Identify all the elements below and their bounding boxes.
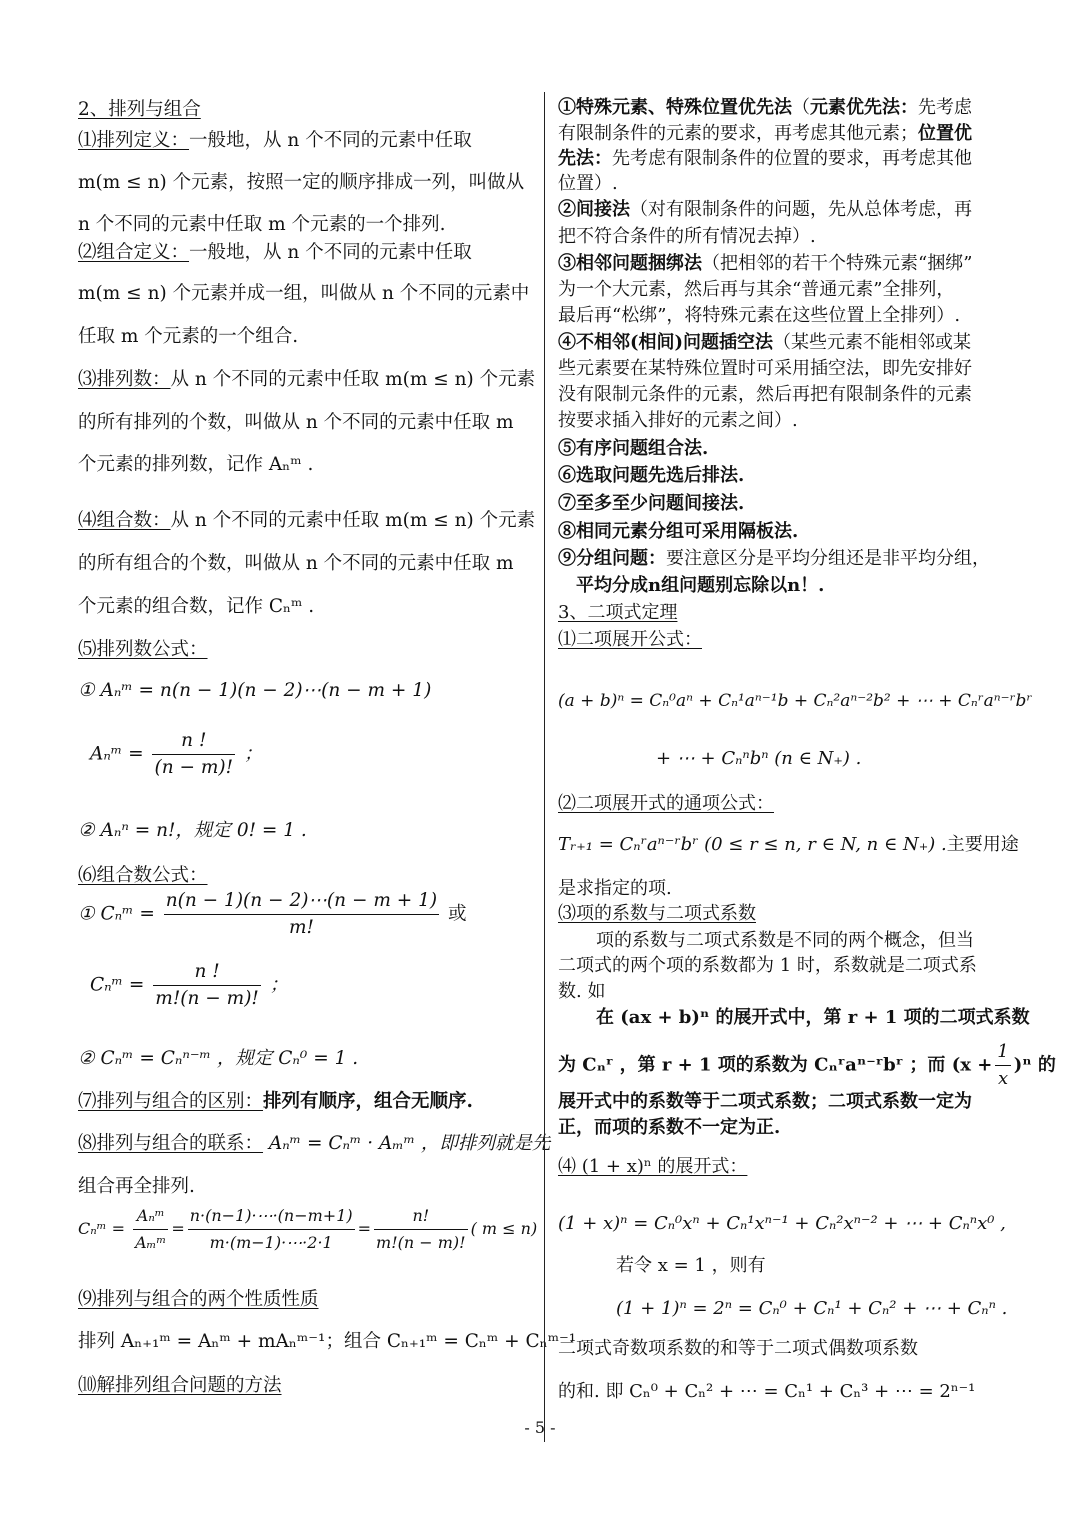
method2-line2: 把不符合条件的所有情况去掉）.	[558, 226, 816, 247]
comb-fraction-2: $\frac{n !}{m!(n - m)!}$	[155, 961, 259, 1009]
binomial-expansion-line1: (a + b)ⁿ = Cₙ⁰aⁿ + Cₙ¹aⁿ⁻¹b + Cₙ²aⁿ⁻²b² + ⋯ + Cₙʳaⁿ⁻ʳbʳ	[558, 691, 1033, 711]
relation-fraction-1: $\frac{\text{Aₙᵐ}}{\text{Aₘᵐ}}$	[135, 1206, 167, 1252]
coefficients-line6: 展开式中的系数等于二项式系数；二项式系数一定为	[558, 1091, 972, 1112]
def1-line3: n 个不同的元素中任取 m 个元素的一个排列.	[78, 214, 446, 235]
method3-line3: 最后再“松绑”，将特殊元素在这些位置上全排列）.	[558, 305, 961, 326]
def4-line2: 的所有组合的个数，叫做从 n 个不同的元素中任取 m	[78, 553, 514, 574]
method1-line2: 有限制条件的元素的要求，再考虑其他元素；位置优	[558, 123, 972, 144]
method9-line2: 平均分成n组问题别忘除以n！.	[576, 575, 825, 596]
perm-comb-relation-equation: Cₙᵐ = $\frac{\text{Aₙᵐ}}{\text{Aₘᵐ}}$ = $\frac{n\cdot(n-1)\cdot\cdots\cdot(n-m+1)}{m\cdot(m-1)\cdot\cdots\cdot 2\cdot 1}$ = $\frac{n!}{m!(n - m)!}$ ( m ≤ n)	[78, 1204, 537, 1255]
perm-formula-1: ① Aₙᵐ = n(n − 1)(n − 2)⋯(n − m + 1)	[78, 680, 432, 701]
one-over-x-fraction: $\frac{1}{x}$	[997, 1041, 1009, 1089]
odd-even-coefficients-line1: 二项式奇数项系数的和等于二项式偶数项系数	[558, 1338, 918, 1359]
method4-line3: 没有限制元条件的元素，然后再把有限制条件的元素	[558, 384, 972, 405]
method4-line4: 按要求插入排好的元素之间）.	[558, 410, 798, 431]
section-title-binomial: 3、二项式定理	[558, 602, 678, 623]
method6: ⑥选取问题先选后排法.	[558, 465, 745, 486]
coefficients-label: ⑶项的系数与二项式系数	[558, 903, 756, 924]
method1-line4: 位置）.	[558, 173, 618, 194]
coefficients-line3: 数. 如	[558, 981, 606, 1002]
one-plus-x-expansion: (1 + x)ⁿ = Cₙ⁰xⁿ + Cₙ¹xⁿ⁻¹ + Cₙ²xⁿ⁻² + ⋯ + Cₙⁿx⁰ ,	[558, 1213, 1006, 1234]
coefficients-line1: 项的系数与二项式系数是不同的两个概念，但当	[596, 930, 974, 951]
method5: ⑤有序问题组合法.	[558, 438, 709, 459]
general-term-line1: Tᵣ₊₁ = Cₙʳaⁿ⁻ʳbʳ (0 ≤ r ≤ n, r ∈ N, n ∈ N₊) .主要用途	[558, 834, 1019, 855]
perm-comb-difference: ⑺排列与组合的区别：排列有顺序，组合无顺序.	[78, 1091, 473, 1112]
methods-label: ⑽解排列组合问题的方法	[78, 1375, 282, 1396]
method1-line3: 先法：先考虑有限制条件的位置的要求，再考虑其他	[558, 148, 972, 169]
perm-formula-1b: Aₙᵐ = $\frac{n !}{(n - m)!}$ ；	[90, 730, 263, 778]
method9-line1: ⑨分组问题：要注意区分是平均分组还是非平均分组，	[558, 548, 990, 569]
coefficients-line7: 正，而项的系数不一定为正.	[558, 1117, 781, 1138]
general-term-line2: 是求指定的项.	[558, 878, 672, 899]
perm-fraction: $\frac{n !}{(n - m)!}$	[154, 730, 234, 778]
comb-formula-2: ② Cₙᵐ = Cₙⁿ⁻ᵐ ，规定 Cₙ⁰ = 1 .	[78, 1048, 359, 1069]
def3-line1: ⑶排列数：从 n 个不同的元素中任取 m(m ≤ n) 个元素	[78, 369, 536, 390]
def2-line3: 任取 m 个元素的一个组合.	[78, 326, 299, 347]
perm-comb-relation-line1: ⑻排列与组合的联系： Aₙᵐ = Cₙᵐ · Aₘᵐ ，即排列就是先	[78, 1133, 551, 1154]
relation-fraction-2: $\frac{n\cdot(n-1)\cdot\cdots\cdot(n-m+1)}{m\cdot(m-1)\cdot\cdots\cdot 2\cdot 1}$	[189, 1206, 353, 1252]
odd-even-coefficients-line2: 的和. 即 Cₙ⁰ + Cₙ² + ⋯ = Cₙ¹ + Cₙ³ + ⋯ = 2ⁿ⁻¹	[558, 1381, 976, 1402]
def1-line1: ⑴排列定义：一般地，从 n 个不同的元素中任取	[78, 130, 472, 151]
one-plus-x-sum: (1 + 1)ⁿ = 2ⁿ = Cₙ⁰ + Cₙ¹ + Cₙ² + ⋯ + Cₙⁿ .	[616, 1298, 1008, 1319]
binomial-expansion-line2: + ⋯ + Cₙⁿbⁿ (n ∈ N₊) .	[656, 748, 862, 769]
one-plus-x-let: 若令 x = 1 ，则有	[616, 1255, 766, 1276]
perm-formula-2: ② Aₙⁿ = n!，规定 0! = 1 .	[78, 820, 307, 841]
method7: ⑦至多至少问题间接法.	[558, 493, 745, 514]
coefficients-line4: 在 (ax + b)ⁿ 的展开式中，第 r + 1 项的二项式系数	[596, 1007, 1030, 1028]
comb-formula-1: ① Cₙᵐ = $\frac{n(n - 1)(n - 2)\cdots(n - m + 1)}{m!}$ 或	[78, 890, 467, 938]
perm-formula-label: ⑸排列数公式：	[78, 639, 208, 660]
def1-line2: m(m ≤ n) 个元素，按照一定的顺序排成一列，叫做从	[78, 172, 525, 193]
def2-line1: ⑵组合定义：一般地，从 n 个不同的元素中任取	[78, 242, 472, 263]
coefficients-line2: 二项式的两个项的系数都为 1 时，系数就是二项式系	[558, 955, 977, 976]
perm-comb-relation-line2: 组合再全排列.	[78, 1176, 195, 1197]
relation-fraction-3: $\frac{n!}{m!(n - m)!}$	[376, 1206, 466, 1252]
def4-line1: ⑷组合数：从 n 个不同的元素中任取 m(m ≤ n) 个元素	[78, 510, 536, 531]
column-divider	[544, 92, 545, 1442]
two-properties-formula: 排列 Aₙ₊₁ᵐ = Aₙᵐ + mAₙᵐ⁻¹；组合 Cₙ₊₁ᵐ = Cₙᵐ + Cₙᵐ⁻¹ .	[78, 1331, 588, 1352]
def2-line2: m(m ≤ n) 个元素并成一组，叫做从 n 个不同的元素中	[78, 283, 530, 304]
coefficients-line5: 为 Cₙʳ ，第 r + 1 项的系数为 Cₙʳaⁿ⁻ʳbʳ ；而 (x + $\frac{1}{x}$ )ⁿ 的	[558, 1041, 1056, 1089]
comb-fraction-1: $\frac{n(n - 1)(n - 2)\cdots(n - m + 1)}{m!}$	[165, 890, 438, 938]
method2-line1: ②间接法（对有限制条件的问题，先从总体考虑，再	[558, 199, 972, 220]
method8: ⑧相同元素分组可采用隔板法.	[558, 521, 799, 542]
comb-formula-label: ⑹组合数公式：	[78, 865, 208, 886]
method4-line1: ④不相邻(相间)问题插空法（某些元素不能相邻或某	[558, 332, 972, 353]
def4-line3: 个元素的组合数，记作 Cₙᵐ .	[78, 596, 315, 617]
method1-line1: ①特殊元素、特殊位置优先法（元素优先法：先考虑	[558, 97, 972, 118]
general-term-label: ⑵二项展开式的通项公式：	[558, 793, 774, 814]
def3-line3: 个元素的排列数，记作 Aₙᵐ .	[78, 454, 314, 475]
def3-line2: 的所有排列的个数，叫做从 n 个不同的元素中任取 m	[78, 412, 514, 433]
two-properties-label: ⑼排列与组合的两个性质性质	[78, 1289, 319, 1310]
comb-formula-1b: Cₙᵐ = $\frac{n !}{m!(n - m)!}$ ；	[90, 961, 289, 1009]
method3-line2: 为一个大元素，然后再与其余“普通元素”全排列，	[558, 279, 955, 300]
one-plus-x-label: ⑷ (1 + x)ⁿ 的展开式：	[558, 1156, 748, 1177]
method3-line1: ③相邻问题捆绑法（把相邻的若干个特殊元素“捆绑”	[558, 253, 973, 274]
binomial-expansion-label: ⑴二项展开公式：	[558, 629, 702, 650]
section-title-permutation: 2、排列与组合	[78, 99, 201, 120]
method4-line2: 些元素要在某特殊位置时可采用插空法，即先安排好	[558, 358, 972, 379]
page-number: - 5 -	[524, 1418, 556, 1437]
